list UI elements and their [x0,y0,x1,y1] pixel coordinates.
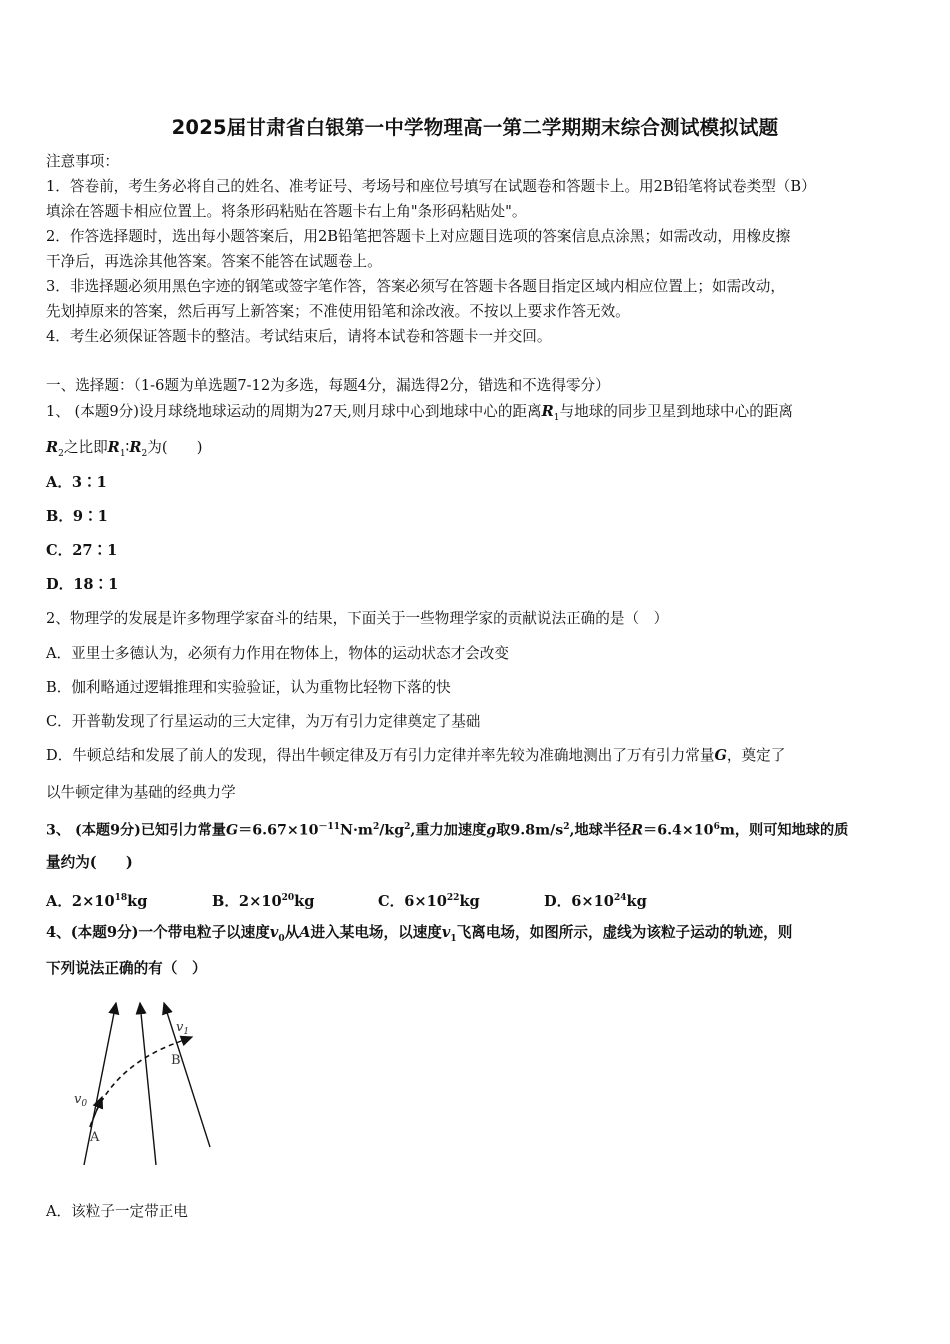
notice-item-2a: 2．作答选择题时，选出每小题答案后，用2B铅笔把答题卡上对应题目选项的答案信息点涂黑；如需改动，用橡皮擦 [46,228,791,245]
q3-options [46,888,647,912]
q1-stem-b: 与地球的同步卫星到地球中心的距离 [559,403,794,420]
q3-option-b: B．$2\times 10^{20}kg$ [212,892,315,910]
notice-item-4: 4．考生必须保证答题卡的整洁。考试结束后，请将本试卷和答题卡一并交回。 [46,328,552,345]
q3-g: g [486,822,497,839]
q1-ratio-sep: ∶ [125,439,130,456]
q3-stem-i: m，则可知地球的质 [719,822,849,839]
notice-item-2b: 干净后，再选涂其他答案。答案不能答在试题卷上。 [46,253,382,270]
q4-stem-line1 [46,923,792,949]
q1-option-b: B．9∶1 [46,508,108,525]
q3-stem-line1 [46,817,848,841]
notice-item-3a: 3．非选择题必须用黑色字迹的钢笔或签字笔作答，答案必须写在答题卡各题目指定区域内相应位置上；如需改动， [46,278,785,295]
q2-option-d-line2: 以牛顿定律为基础的经典力学 [46,784,236,801]
q1-stem-line2 [46,438,202,464]
q3-stem-g: ,地球半径 [569,822,632,839]
notice-item-3b: 先划掉原来的答案，然后再写上新答案；不准使用铅笔和涂改液。不按以上要求作答无效。 [46,303,630,320]
q1-r2-sub: 2 [58,448,64,459]
q1-option-a: A．3∶1 [46,474,107,491]
q4-stem-d: 飞离电场，如图所示，虚线为该粒子运动的轨迹，则 [456,924,793,941]
q4-v1: v [441,924,451,941]
page-title: 2025届甘肃省白银第一中学物理高一第二学期期末综合测试模拟试题 [171,116,779,139]
q1-r1: R [541,403,554,420]
q3-stem-c: N·m [340,822,373,839]
q3-stem-f: 取9.8m/s [496,822,564,839]
q3-exp1: －11 [318,822,341,832]
q3-stem-e: ,重力加速度 [410,822,487,839]
q1-r2: R [46,439,59,456]
q3-stem-b: ＝6.67×10 [238,822,319,839]
q1-stem-a: 1、 (本题9分)设月球绕地球运动的周期为27天,则月球中心到地球中心的距离 [46,403,542,420]
q4-A: A [299,924,311,941]
q1-ratio-r2-sub: 2 [141,448,148,459]
q1-stem-line1 [46,402,793,428]
q3-stem-d: /kg [379,822,405,839]
notice-item-1a: 1．答卷前，考生务必将自己的姓名、准考证号、考场号和座位号填写在试题卷和答题卡上。用2B铅笔将试卷类型（B） [46,178,816,195]
q3-exp2: 2 [372,822,380,832]
q2-option-d-b: ，奠定了 [726,747,786,764]
q1-stem-d: 为( ) [147,439,203,456]
q4-v0-sub: 0 [278,933,285,944]
q4-stem-b: 从 [284,924,300,941]
velocity-v1-arrow [176,1037,192,1043]
q3-option-a: A．$2\times 10^{18}kg$ [46,892,148,910]
q1-stem-c: 之比即 [63,439,108,456]
field-line-right [164,1003,210,1147]
q1-option-c: C．27∶1 [46,542,118,559]
q1-r1-sub: 1 [553,412,560,423]
q4-option-a: A．该粒子一定带正电 [46,1203,188,1220]
q2-option-c: C．开普勒发现了行星运动的三大定律，为万有引力定律奠定了基础 [46,713,481,730]
q4-stem-c: 进入某电场，以速度 [310,924,442,941]
label-A: A [90,1130,100,1145]
q2-option-b: B．伽利略通过逻辑推理和实验验证，认为重物比轻物下落的快 [46,679,451,696]
notice-heading: 注意事项： [46,153,119,170]
q3-stem-h: ＝6.4×10 [643,822,714,839]
notice-item-1b: 填涂在答题卡相应位置上。将条形码粘贴在答题卡右上角"条形码粘贴处"。 [46,203,527,220]
q4-stem-a: 4、(本题9分)一个带电粒子以速度 [46,924,270,941]
q3-stem-line2: 量约为( ) [46,854,133,871]
q3-G: G [225,822,239,839]
q1-ratio-r1-sub: 1 [119,448,126,459]
q4-v0: v [269,924,279,941]
q3-R: R [631,822,644,839]
q4-stem-line2: 下列说法正确的有（ ） [46,960,207,977]
label-v1: $v_1$ [176,1020,190,1037]
q2-stem: 2、物理学的发展是许多物理学家奋斗的结果，下面关于一些物理学家的贡献说法正确的是（ ） [46,610,669,627]
q3-exp4: 2 [563,822,570,832]
label-B: B [171,1053,181,1068]
q1-option-d: D．18∶1 [46,576,119,593]
q3-exp3: 2 [404,822,411,832]
q3-exp5: 6 [713,822,720,832]
q1-ratio-r1: R [107,439,120,456]
q1-ratio-r2: R [129,439,142,456]
field-line-left [84,1003,116,1165]
q2-option-d-g: G [714,747,727,764]
q3-option-d: D．$6\times 10^{24}kg$ [544,892,647,910]
q4-v1-sub: 1 [450,933,457,944]
label-v0: $v_0$ [74,1092,88,1109]
q2-option-a: A．亚里士多德认为，必须有力作用在物体上，物体的运动状态才会改变 [46,645,509,662]
electric-field-diagram [68,995,218,1170]
field-line-middle [140,1003,156,1165]
q3-option-c: C．$6\times 10^{22}kg$ [378,892,480,910]
q2-option-d-a: D．牛顿总结和发展了前人的发现，得出牛顿定律及万有引力定律并率先较为准确地测出了万有引力常量 [46,747,715,764]
section-heading: 一、选择题：（1-6题为单选题7-12为多选，每题4分，漏选得2分，错选和不选得零分） [46,377,610,394]
q2-option-d-line1 [46,746,785,766]
particle-trajectory [90,1043,176,1127]
q3-stem-a: 3、 (本题9分)已知引力常量 [46,822,226,839]
